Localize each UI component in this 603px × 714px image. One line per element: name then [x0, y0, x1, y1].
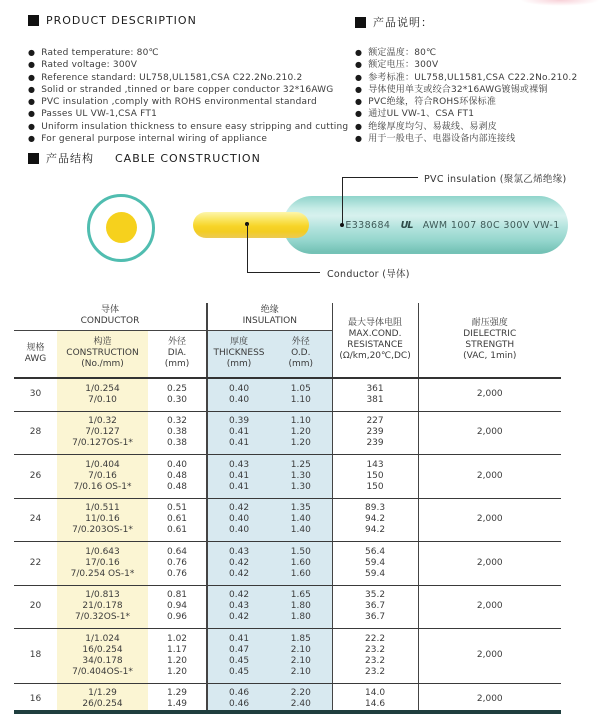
cable-print-text	[340, 220, 565, 231]
bullet-icon: ●	[355, 60, 363, 70]
bullet-icon: ●	[355, 48, 363, 57]
resistance-cell: 361 381	[332, 378, 418, 411]
dielectric-cell: 2,000	[418, 411, 561, 455]
thickness-cell: 0.43 0.42 0.42	[207, 542, 270, 586]
spec-bullet-item	[28, 108, 348, 120]
awg-cell: 18	[14, 629, 57, 684]
dia-cell: 0.81 0.94 0.96	[148, 585, 207, 629]
leader-line	[342, 177, 343, 225]
awg-cell: 16	[29, 693, 42, 704]
spec-bullet-text: Solid or stranded ,tinned or bare copper conductor 32*16AWG	[41, 84, 334, 95]
leader-line	[247, 272, 320, 273]
spec-bullet-item	[355, 47, 577, 59]
conductor-label: Conductor (导体)	[327, 269, 410, 280]
dielectric-cell: 2,000	[418, 585, 561, 629]
resistance-cell: 143 150 150	[332, 455, 418, 499]
thickness-cell: 0.39 0.41 0.41	[207, 411, 270, 455]
spec-bullet-item	[355, 72, 577, 84]
page-footer-bar	[14, 710, 561, 714]
od-cell: 1.10 1.20 1.20	[270, 411, 332, 455]
group-label-en: CONDUCTOR	[80, 316, 140, 326]
od-cell: 1.25 1.30 1.30	[270, 455, 332, 499]
spec-bullet-item	[28, 96, 348, 108]
group-label-cn: 导体	[101, 305, 120, 315]
section-title-text: PRODUCT DESCRIPTION	[46, 14, 197, 27]
square-bullet-icon	[355, 17, 366, 28]
spec-bullet-item	[28, 84, 348, 96]
awg-cell: 24	[14, 498, 57, 542]
spec-bullet-text: For general purpose internal wiring of appliance	[41, 134, 268, 145]
awg-cell: 30	[14, 378, 57, 411]
dia-cell: 0.40 0.48 0.48	[148, 455, 207, 499]
group-header-row	[14, 303, 561, 331]
bullet-icon: ●	[28, 109, 36, 119]
thickness-cell: 0.42 0.40 0.40	[207, 498, 270, 542]
spec-bullet-item	[28, 47, 348, 59]
cable-cert-number: E338684	[345, 220, 391, 231]
section-title-text: 产品说明：	[373, 16, 433, 29]
spec-bullet-text: PVC绝缘，符合ROHS环保标准	[368, 97, 497, 108]
construction-cell: 1/1.024 16/0.254 34/0.178 7/0.404OS-1*	[57, 629, 148, 684]
construction-cell: 1/0.643 17/0.16 7/0.254 OS-1*	[57, 542, 148, 586]
dia-cell: 0.51 0.61 0.61	[148, 498, 207, 542]
resistance-cell: 227 239 239	[332, 411, 418, 455]
spec-bullet-item	[355, 59, 577, 71]
od-cell: 2.20 2.40	[270, 683, 332, 714]
spec-bullet-text: 额定温度：80℃	[368, 48, 437, 58]
spec-bullet-text: Uniform insulation thickness to ensure easy stripping and cutting	[41, 121, 349, 132]
bullet-icon: ●	[355, 109, 363, 119]
thickness-cell: 0.46 0.46	[207, 683, 270, 714]
spec-bullet-text: 用于一般电子、电器设备内部连接线	[368, 134, 516, 145]
insulation-label: PVC insulation (聚氯乙烯绝缘)	[424, 174, 567, 185]
group-label-cn: 绝缘	[260, 305, 279, 315]
spec-bullet-text: Rated voltage: 300V	[41, 60, 138, 71]
bullet-icon: ●	[28, 121, 36, 131]
insulation-group-header	[207, 303, 332, 331]
leader-line	[342, 177, 418, 178]
spec-bullet-text: 参考标准：UL758,UL1581,CSA C22.2No.210.2	[368, 72, 578, 83]
table-row	[14, 455, 561, 499]
logo-fragment	[520, 0, 600, 6]
construction-cell: 1/0.32 7/0.127 7/0.127OS-1*	[57, 411, 148, 455]
spec-bullet-text: Reference standard: UL758,UL1581,CSA C22.2No.210.2	[41, 72, 303, 83]
bullet-icon: ●	[28, 48, 36, 57]
dielectric-cell: 2,000	[418, 629, 561, 684]
od-cell: 1.50 1.60 1.60	[270, 542, 332, 586]
cable-diagram	[0, 160, 603, 300]
thickness-cell: 0.43 0.41 0.41	[207, 455, 270, 499]
thickness-cell: 0.40 0.40	[207, 378, 270, 411]
conductor-group-header	[14, 303, 207, 331]
construction-cell: 1/0.404 7/0.16 7/0.16 OS-1*	[57, 455, 148, 499]
dielectric-cell: 2,000	[418, 542, 561, 586]
product-description-list-cn	[355, 47, 577, 145]
leader-dot	[340, 223, 344, 227]
spec-bullet-text: Passes UL VW-1,CSA FT1	[41, 109, 158, 120]
dia-cell: 1.02 1.17 1.20 1.20	[148, 629, 207, 684]
construction-cell: 1/0.813 21/0.178 7/0.32OS-1*	[57, 585, 148, 629]
spec-table	[14, 303, 561, 714]
construction-column-header: 构造 CONSTRUCTION (No./mm)	[57, 331, 148, 379]
product-description-title-cn	[355, 14, 433, 30]
dia-cell: 1.29 1.49	[166, 688, 188, 709]
awg-cell: 26	[14, 455, 57, 499]
resistance-cell: 22.2 23.2 23.2 23.2	[332, 629, 418, 684]
bullet-icon: ●	[28, 97, 36, 107]
awg-column-header: 规格 AWG	[14, 331, 57, 379]
bullet-icon: ●	[355, 121, 363, 131]
dia-cell: 0.64 0.76 0.76	[148, 542, 207, 586]
thickness-column-header: 厚度 THICKNESS (mm)	[207, 331, 270, 379]
square-bullet-icon	[28, 15, 39, 26]
spec-bullet-text: 导体使用单支或绞合32*16AWG镀锡或裸铜	[368, 84, 548, 95]
spec-bullet-item	[355, 96, 577, 108]
thickness-cell: 0.41 0.47 0.45 0.45	[207, 629, 270, 684]
table-row	[14, 542, 561, 586]
table-row	[14, 629, 561, 684]
conductor-rod	[193, 212, 309, 238]
dielectric-column-header: 耐压强度 DIELECTRIC STRENGTH (VAC, 1min)	[418, 303, 561, 378]
section-title-en: CABLE CONSTRUCTION	[115, 151, 261, 165]
od-cell: 1.65 1.80 1.80	[270, 585, 332, 629]
bullet-icon: ●	[28, 60, 36, 70]
resistance-cell: 56.4 59.4 59.4	[332, 542, 418, 586]
table-row	[14, 411, 561, 455]
cable-spec-text: AWM 1007 80C 300V VW-1	[422, 220, 560, 231]
thickness-cell: 0.42 0.43 0.42	[207, 585, 270, 629]
section-title-cn: 产品结构	[46, 152, 94, 165]
bullet-icon: ●	[28, 134, 36, 144]
construction-cell: 1/0.254 7/0.10	[57, 378, 148, 411]
spec-bullet-item	[355, 84, 577, 96]
cross-section-conductor-core	[106, 212, 137, 243]
bullet-icon: ●	[28, 72, 36, 82]
od-cell: 1.05 1.10	[270, 378, 332, 411]
awg-cell: 20	[14, 585, 57, 629]
ul-logo-icon: UL	[400, 220, 413, 231]
spec-bullet-item	[28, 133, 348, 145]
bullet-icon: ●	[28, 84, 36, 94]
awg-cell: 28	[14, 411, 57, 455]
bullet-icon: ●	[355, 97, 363, 107]
spec-bullet-text: Rated temperature: 80℃	[41, 48, 159, 58]
dia-cell: 0.32 0.38 0.38	[148, 411, 207, 455]
resistance-cell: 89.3 94.2 94.2	[332, 498, 418, 542]
group-label-en: INSULATION	[242, 316, 297, 326]
od-cell: 1.35 1.40 1.40	[270, 498, 332, 542]
spec-bullet-text: PVC insulation ,comply with ROHS environmental standard	[41, 97, 317, 108]
resistance-cell: 14.0 14.6	[332, 683, 418, 714]
dia-column-header: 外径 DIA. (mm)	[148, 331, 207, 379]
resistance-column-header: 最大导体电阻 MAX.COND. RESISTANCE (Ω/km,20℃,DC)	[332, 303, 418, 378]
spec-bullet-item	[28, 59, 348, 71]
awg-cell: 22	[14, 542, 57, 586]
construction-cell: 1/1.29 26/0.254	[57, 683, 148, 714]
od-cell: 1.85 2.10 2.10 2.10	[270, 629, 332, 684]
table-row	[14, 498, 561, 542]
table-row	[14, 585, 561, 629]
bullet-icon: ●	[355, 72, 363, 82]
bullet-icon: ●	[355, 134, 363, 144]
table-row	[14, 378, 561, 411]
spec-bullet-item	[28, 72, 348, 84]
product-description-list-en	[28, 47, 348, 145]
bullet-icon: ●	[355, 84, 363, 94]
leader-line	[247, 224, 248, 272]
dielectric-cell: 2,000	[418, 455, 561, 499]
spec-bullet-item	[355, 108, 577, 120]
dielectric-cell: 2,000	[418, 378, 561, 411]
spec-bullet-item	[28, 121, 348, 133]
spec-bullet-text: 绝缘厚度均匀、易裁线、易剥皮	[368, 121, 497, 132]
dielectric-cell: 2,000	[418, 683, 561, 714]
dielectric-cell: 2,000	[418, 498, 561, 542]
spec-bullet-text: 额定电压：300V	[368, 60, 439, 71]
product-description-title-en	[28, 14, 197, 27]
od-column-header: 外径 O.D. (mm)	[270, 331, 332, 379]
spec-bullet-item	[355, 133, 577, 145]
construction-cell: 1/0.511 11/0.16 7/0.203OS-1*	[57, 498, 148, 542]
resistance-cell: 35.2 36.7 36.7	[332, 585, 418, 629]
spec-bullet-item	[355, 121, 577, 133]
dia-cell: 0.25 0.30	[148, 378, 207, 411]
spec-bullet-text: 通过UL VW-1、CSA FT1	[368, 109, 475, 120]
